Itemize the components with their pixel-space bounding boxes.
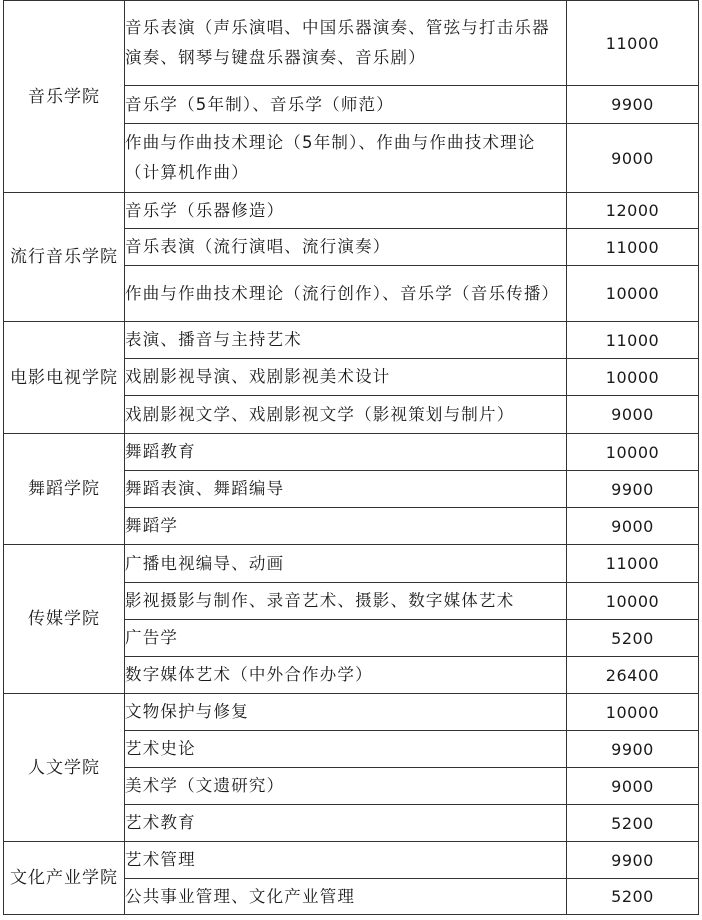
major-name: 戏剧影视导演、戏剧影视美术设计 bbox=[125, 359, 567, 396]
major-name: 作曲与作曲技术理论（5年制）、作曲与作曲技术理论（计算机作曲） bbox=[125, 124, 567, 193]
college-name: 人文学院 bbox=[4, 694, 125, 842]
table-row bbox=[4, 694, 699, 731]
fee-value: 9000 bbox=[567, 396, 699, 434]
major-name: 舞蹈学 bbox=[125, 508, 567, 545]
fee-value: 9000 bbox=[567, 508, 699, 545]
tuition-fee-table bbox=[3, 0, 699, 915]
college-name: 电影电视学院 bbox=[4, 322, 125, 434]
fee-value: 11000 bbox=[567, 1, 699, 86]
fee-value: 10000 bbox=[567, 694, 699, 731]
major-name: 广播电视编导、动画 bbox=[125, 545, 567, 583]
major-name: 文物保护与修复 bbox=[125, 694, 567, 731]
fee-value: 26400 bbox=[567, 657, 699, 694]
table-row bbox=[4, 842, 699, 879]
fee-value: 10000 bbox=[567, 434, 699, 471]
major-name: 影视摄影与制作、录音艺术、摄影、数字媒体艺术 bbox=[125, 583, 567, 620]
college-name: 文化产业学院 bbox=[4, 842, 125, 915]
table-row bbox=[4, 545, 699, 583]
major-name: 艺术教育 bbox=[125, 805, 567, 842]
college-name: 传媒学院 bbox=[4, 545, 125, 694]
college-name: 音乐学院 bbox=[4, 1, 125, 193]
major-name: 戏剧影视文学、戏剧影视文学（影视策划与制片） bbox=[125, 396, 567, 434]
fee-value: 10000 bbox=[567, 359, 699, 396]
fee-value: 10000 bbox=[567, 583, 699, 620]
fee-value: 9900 bbox=[567, 86, 699, 124]
fee-value: 9900 bbox=[567, 842, 699, 879]
major-name: 美术学（文遗研究） bbox=[125, 768, 567, 805]
major-name: 数字媒体艺术（中外合作办学） bbox=[125, 657, 567, 694]
fee-value: 9000 bbox=[567, 124, 699, 193]
table-row bbox=[4, 322, 699, 359]
fee-value: 12000 bbox=[567, 193, 699, 229]
major-name: 舞蹈教育 bbox=[125, 434, 567, 471]
fee-value: 9900 bbox=[567, 731, 699, 768]
fee-value: 5200 bbox=[567, 620, 699, 657]
major-name: 作曲与作曲技术理论（流行创作）、音乐学（音乐传播） bbox=[125, 266, 567, 322]
table-row bbox=[4, 1, 699, 86]
table-row bbox=[4, 434, 699, 471]
major-name: 舞蹈表演、舞蹈编导 bbox=[125, 471, 567, 508]
major-name: 音乐学（乐器修造） bbox=[125, 193, 567, 229]
major-name: 艺术史论 bbox=[125, 731, 567, 768]
fee-value: 11000 bbox=[567, 322, 699, 359]
fee-value: 11000 bbox=[567, 545, 699, 583]
major-name: 音乐学（5年制）、音乐学（师范） bbox=[125, 86, 567, 124]
college-name: 舞蹈学院 bbox=[4, 434, 125, 545]
fee-value: 5200 bbox=[567, 879, 699, 915]
major-name: 广告学 bbox=[125, 620, 567, 657]
table-row bbox=[4, 193, 699, 229]
major-name: 公共事业管理、文化产业管理 bbox=[125, 879, 567, 915]
fee-value: 9900 bbox=[567, 471, 699, 508]
fee-value: 11000 bbox=[567, 229, 699, 266]
fee-value: 10000 bbox=[567, 266, 699, 322]
college-name: 流行音乐学院 bbox=[4, 193, 125, 322]
major-name: 音乐表演（声乐演唱、中国乐器演奏、管弦与打击乐器演奏、钢琴与键盘乐器演奏、音乐剧） bbox=[125, 1, 567, 86]
fee-value: 9000 bbox=[567, 768, 699, 805]
major-name: 音乐表演（流行演唱、流行演奏） bbox=[125, 229, 567, 266]
fee-value: 5200 bbox=[567, 805, 699, 842]
major-name: 艺术管理 bbox=[125, 842, 567, 879]
major-name: 表演、播音与主持艺术 bbox=[125, 322, 567, 359]
